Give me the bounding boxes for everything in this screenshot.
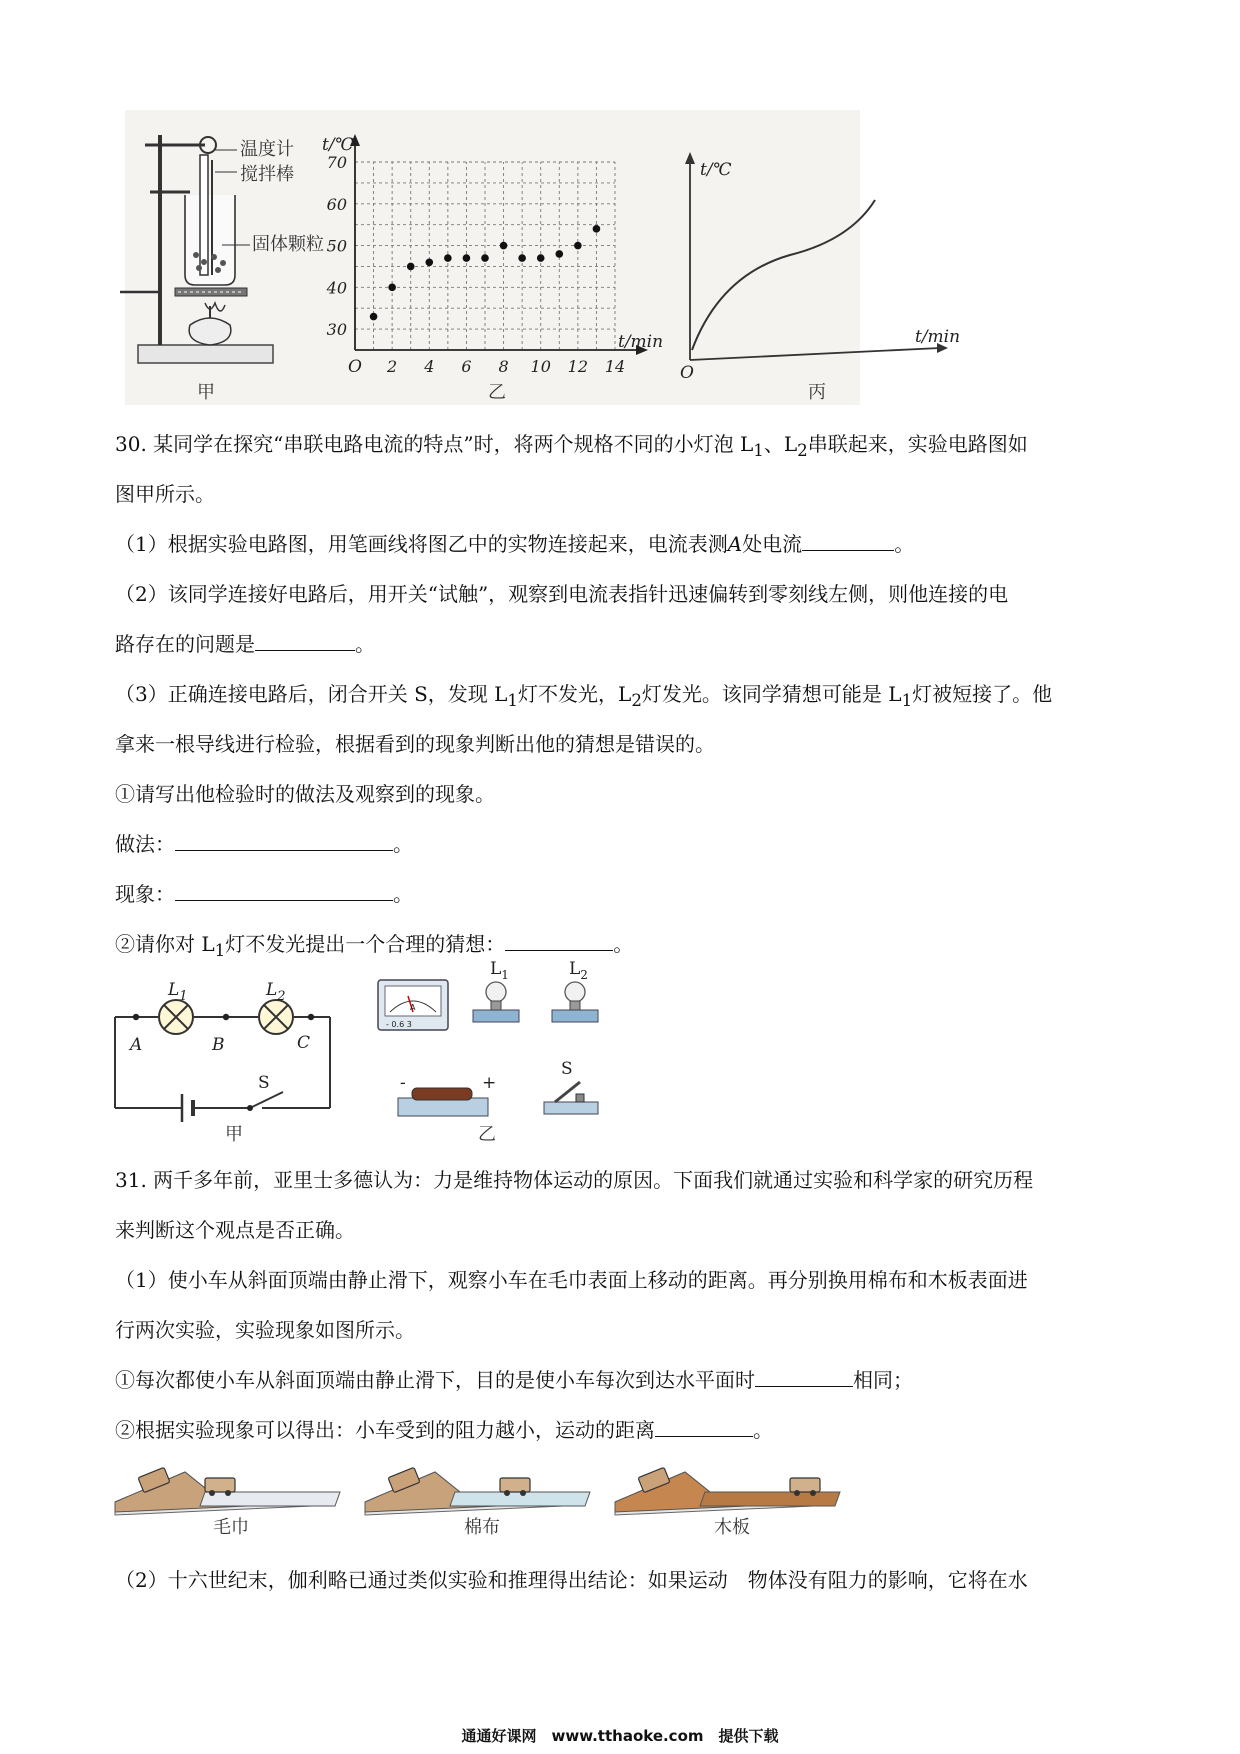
q30-guess-line: ②请你对 $L_1$灯不发光提出一个合理的猜想： 。 <box>115 932 634 960</box>
data-point <box>463 254 471 262</box>
figure-caption-yi: 乙 <box>488 382 506 403</box>
surface-strip <box>200 1492 340 1506</box>
data-point <box>370 313 378 321</box>
answer-blank-phenomenon[interactable] <box>175 882 393 901</box>
thermometer-label: 温度计 <box>240 139 294 160</box>
answer-blank-speed[interactable] <box>755 1368 853 1387</box>
battery-plus-label: + <box>482 1073 497 1093</box>
lamp2-label: $L_2$ <box>266 980 286 1004</box>
switch-pivot-dot <box>247 1105 253 1111</box>
data-point <box>518 254 526 262</box>
q30-part3-line1: （3）正确连接电路后，闭合开关 S，发现 $L_1$灯不发光，$L_2$灯发光。该同学猜想可能是 $L_1$灯被短接了。他 <box>115 682 1053 710</box>
bing-x-axis-label: t/min <box>915 327 961 347</box>
q30-part2-line2: 路存在的问题是 。 <box>115 632 375 656</box>
node-c-dot <box>308 1014 314 1020</box>
q31-part1-line1: （1）使小车从斜面顶端由静止滑下，观察小车在毛巾表面上移动的距离。再分别换用棉布和木板表面进 <box>115 1268 1028 1292</box>
x-tick-label: 6 <box>461 357 472 376</box>
q30-phenomenon-line: 现象： 。 <box>115 882 413 906</box>
q30-part3-line3: ①请写出他检验时的做法及观察到的现象。 <box>115 782 495 806</box>
bulb1-icon <box>473 982 519 1022</box>
data-point <box>537 254 545 262</box>
q31-part1-line3: ①每次都使小车从斜面顶端由静止滑下，目的是使小车每次到达水平面时 相同； <box>115 1368 913 1392</box>
x-tick-label: 8 <box>498 357 509 376</box>
ammeter-icon <box>378 980 448 1030</box>
answer-blank-method[interactable] <box>175 832 393 851</box>
slope-experiments <box>115 1467 840 1515</box>
data-point <box>388 284 396 292</box>
data-point <box>500 242 508 250</box>
answer-blank-distance[interactable] <box>655 1418 753 1437</box>
switch-s-label: S <box>258 1073 270 1093</box>
bulb2-icon <box>552 982 598 1022</box>
bulb1-label: $L_1$ <box>490 960 509 982</box>
q30-part2-line1: （2）该同学连接好电路后，用开关“试触”，观察到电流表指针迅速偏转到零刻线左侧，则他连接的电 <box>115 582 1009 606</box>
point-a-label: A <box>130 1035 143 1055</box>
surface-strip <box>450 1492 590 1506</box>
data-point <box>593 225 601 233</box>
y-tick-label: 60 <box>326 194 347 214</box>
figure-caption-bing: 丙 <box>808 382 826 403</box>
x-tick-label: 14 <box>604 357 626 376</box>
battery-icon <box>398 1088 488 1116</box>
y-tick-label: 40 <box>326 278 347 298</box>
data-point <box>425 258 433 266</box>
surface-strip <box>700 1492 840 1506</box>
data-point <box>444 254 452 262</box>
y-tick-label: 70 <box>326 153 347 172</box>
y-axis-label: t/℃ <box>322 135 354 155</box>
x-tick-label: 4 <box>424 357 435 376</box>
point-c-label: C <box>297 1033 311 1053</box>
node-b-dot <box>223 1014 229 1020</box>
svg-text:A: A <box>410 1003 416 1012</box>
x-tick-label: 2 <box>387 357 398 376</box>
y-tick-label: 50 <box>326 236 347 256</box>
cart-wheel <box>209 1490 215 1496</box>
q30-part3-line2: 拿来一根导线进行检验，根据看到的现象判断出他的猜想是错误的。 <box>115 732 715 756</box>
q31-part1-line4: ②根据实验现象可以得出：小车受到的阻力越小，运动的距离 。 <box>115 1418 773 1442</box>
answer-blank-2[interactable] <box>255 632 355 651</box>
q31-stem-line2: 来判断这个观点是否正确。 <box>115 1218 355 1242</box>
data-point <box>574 242 582 250</box>
y-tick-label: 30 <box>326 320 347 340</box>
ammeter-scale-text: - 0.6 3 <box>386 1020 412 1029</box>
lamp1-label: $L_1$ <box>168 980 188 1004</box>
bing-origin-label: O <box>680 363 694 383</box>
slope-experiment-figure <box>0 1450 1240 1540</box>
page-footer: 通通好课网 www.tthaoke.com 提供下载 <box>461 1727 779 1745</box>
data-point <box>481 254 489 262</box>
cart-wheel <box>504 1490 510 1496</box>
point-b-label: B <box>212 1035 225 1055</box>
q30-stem-line2: 图甲所示。 <box>115 482 215 506</box>
circuit-caption-yi: 乙 <box>478 1124 496 1145</box>
q31-stem-line1: 31. 两千多年前，亚里士多德认为：力是维持物体运动的原因。下面我们就通过实验和科学家的研究历程 <box>115 1168 1034 1192</box>
x-tick-label: 10 <box>530 357 551 376</box>
switch-icon-label: S <box>561 1059 573 1079</box>
solid-particles-label: 固体颗粒 <box>252 234 324 255</box>
top-figure-row <box>0 0 1240 420</box>
origin-label: O <box>348 357 362 377</box>
cart-on-surface <box>790 1478 820 1492</box>
data-point <box>555 250 563 258</box>
cart-on-surface <box>500 1478 530 1492</box>
cart-on-surface <box>205 1478 235 1492</box>
data-point <box>407 263 415 271</box>
circuit-diagram-jia <box>115 1000 330 1122</box>
surface-label-cotton: 棉布 <box>464 1517 500 1538</box>
cart-wheel <box>794 1490 800 1496</box>
circuit-caption-jia: 甲 <box>225 1124 243 1145</box>
x-tick-label: 12 <box>567 357 589 376</box>
q30-stem-line1: 30. 某同学在探究“串联电路电流的特点”时，将两个规格不同的小灯泡 $L_1$、$L_2$串联起来，实验电路图如 <box>115 432 1028 460</box>
q31-part1-line2: 行两次实验，实验现象如图所示。 <box>115 1318 415 1342</box>
figure-caption-jia: 甲 <box>197 382 215 403</box>
q31-part2-line1: （2）十六世纪末，伽利略已通过类似实验和推理得出结论：如果运动 物体没有阻力的影响，它将在水 <box>115 1568 1028 1592</box>
cart-wheel <box>520 1490 526 1496</box>
cart-wheel <box>810 1490 816 1496</box>
surface-label-wood: 木板 <box>714 1517 750 1538</box>
node-a-dot <box>133 1014 139 1020</box>
stirring-rod-label: 搅拌棒 <box>240 164 294 185</box>
answer-blank-guess[interactable] <box>505 932 613 951</box>
x-axis-label: t/min <box>618 332 664 352</box>
bulb2-label: $L_2$ <box>569 960 588 982</box>
bing-y-axis-label: t/℃ <box>700 160 732 180</box>
answer-blank-1[interactable] <box>802 532 894 551</box>
battery-minus-label: - <box>400 1073 406 1093</box>
q30-part1: （1）根据实验电路图，用笔画线将图乙中的实物连接起来，电流表测A处电流 。 <box>115 532 915 556</box>
switch-icon <box>544 1082 598 1114</box>
surface-label-towel: 毛巾 <box>213 1517 249 1538</box>
q30-method-line: 做法： 。 <box>115 832 413 856</box>
cart-wheel <box>225 1490 231 1496</box>
circuit-figure <box>0 960 1240 1150</box>
